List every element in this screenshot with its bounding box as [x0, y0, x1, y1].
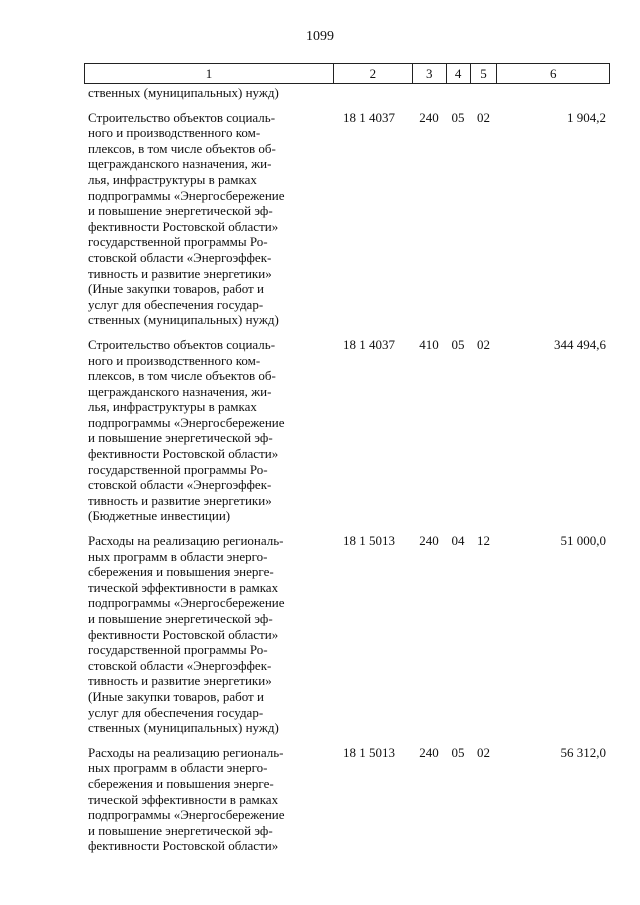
text-line: лья, инфраструктуры в рамках [88, 399, 257, 415]
row-target-code: 18 1 5013 [343, 744, 395, 760]
row-description [84, 745, 333, 854]
text-line: подпрограммы «Энергосбережение [88, 414, 285, 430]
table-row [84, 533, 610, 736]
text-line: Строительство объектов социаль- [88, 109, 276, 125]
row-description [84, 110, 333, 328]
text-line: стовской области «Энергоэффек- [88, 477, 272, 493]
row-amount: 56 312,0 [560, 744, 606, 760]
table-row [84, 110, 610, 328]
text-line: стовской области «Энергоэффек- [88, 657, 272, 673]
text-line: (Иные закупки товаров, работ и [88, 688, 264, 704]
row-subsection: 02 [477, 744, 490, 760]
text-line: сбережения и повышения энерге- [88, 775, 274, 791]
text-line: услуг для обеспечения государ- [88, 704, 264, 720]
table-row [84, 745, 610, 854]
text-line: фективности Ростовской области» [88, 838, 279, 854]
row-amount: 1 904,2 [567, 109, 606, 125]
text-line: услуг для обеспечения государ- [88, 296, 264, 312]
text-line: тивность и развитие энергетики» [88, 492, 272, 508]
row-subsection: 12 [477, 533, 490, 549]
text-line: государственной программы Ро- [88, 461, 268, 477]
text-line: ных программ в области энерго- [88, 548, 268, 564]
row-section: 05 [451, 744, 465, 760]
text-line: Строительство объектов социаль- [88, 336, 276, 352]
text-line: и повышение энергетической эф- [88, 611, 273, 626]
table-header-row [84, 63, 610, 84]
text-line: государственной программы Ро- [88, 642, 268, 658]
row-expense-type: 240 [419, 744, 439, 760]
text-line: и повышение энергетической эф- [88, 822, 273, 838]
text-line: ного и производственного ком- [88, 352, 261, 368]
text-line: щегражданского назначения, жи- [88, 383, 272, 399]
row-subsection: 02 [477, 109, 490, 125]
text-line: (Иные закупки товаров, работ и [88, 281, 264, 297]
header-col-1: 1 [205, 66, 213, 81]
row-section: 05 [451, 109, 465, 125]
text-line: и повышение энергетической эф- [88, 203, 273, 219]
text-line: фективности Ростовской области» [88, 626, 279, 642]
text-line: Расходы на реализацию региональ- [88, 744, 284, 760]
table-body [84, 110, 610, 854]
text-line: фективности Ростовской области» [88, 446, 279, 462]
text-line: и повышение энергетической эф- [88, 430, 273, 446]
budget-table [84, 63, 610, 854]
header-col-2: 2 [333, 64, 412, 83]
text-line: подпрограммы «Энергосбережение [88, 595, 285, 611]
text-line: тивность и развитие энергетики» [88, 265, 272, 281]
row-description [84, 337, 333, 524]
text-line: фективности Ростовской области» [88, 218, 279, 234]
text-line: ственных (муниципальных) нужд) [88, 720, 279, 736]
text-line: щегражданского назначения, жи- [88, 156, 272, 172]
text-line: сбережения и повышения энерге- [88, 564, 274, 580]
row-description [84, 533, 333, 736]
header-col-5: 5 [470, 64, 497, 83]
row-target-code: 18 1 5013 [343, 533, 395, 549]
text-line: ного и производственного ком- [88, 125, 261, 141]
continuation-text [84, 85, 333, 101]
table-row [84, 337, 610, 524]
row-amount: 51 000,0 [560, 533, 606, 549]
text-line: (Бюджетные инвестиции) [88, 508, 231, 524]
header-col-6: 6 [496, 64, 609, 83]
text-line: тивность и развитие энергетики» [88, 673, 272, 689]
page-number: 1099 [306, 29, 334, 44]
row-expense-type: 240 [419, 533, 439, 549]
text-line: плексов, в том числе объектов об- [88, 368, 276, 384]
text-line: плексов, в том числе объектов об- [88, 140, 276, 156]
continuation-row [84, 85, 610, 101]
row-expense-type: 410 [419, 336, 439, 352]
text-line: ственных (муниципальных) нужд) [88, 312, 279, 328]
row-section: 04 [451, 533, 465, 549]
row-subsection: 02 [477, 336, 490, 352]
text-line: ных программ в области энерго- [88, 760, 268, 776]
text-line: Расходы на реализацию региональ- [88, 533, 284, 549]
row-amount: 344 494,6 [554, 336, 606, 352]
text-line: государственной программы Ро- [88, 234, 268, 250]
row-expense-type: 240 [419, 109, 439, 125]
text-line: лья, инфраструктуры в рамках [88, 171, 257, 187]
text-line: тической эффективности в рамках [88, 579, 279, 595]
row-target-code: 18 1 4037 [343, 336, 395, 352]
text-line: стовской области «Энергоэффек- [88, 249, 272, 265]
header-col-3: 3 [412, 64, 446, 83]
text-line: ственных (муниципальных) нужд) [88, 85, 279, 100]
text-line: тической эффективности в рамках [88, 791, 279, 807]
text-line: подпрограммы «Энергосбережение [88, 807, 285, 823]
row-section: 05 [451, 336, 465, 352]
header-col-4: 4 [446, 64, 470, 83]
text-line: подпрограммы «Энергосбережение [88, 187, 285, 203]
row-target-code: 18 1 4037 [343, 109, 395, 125]
